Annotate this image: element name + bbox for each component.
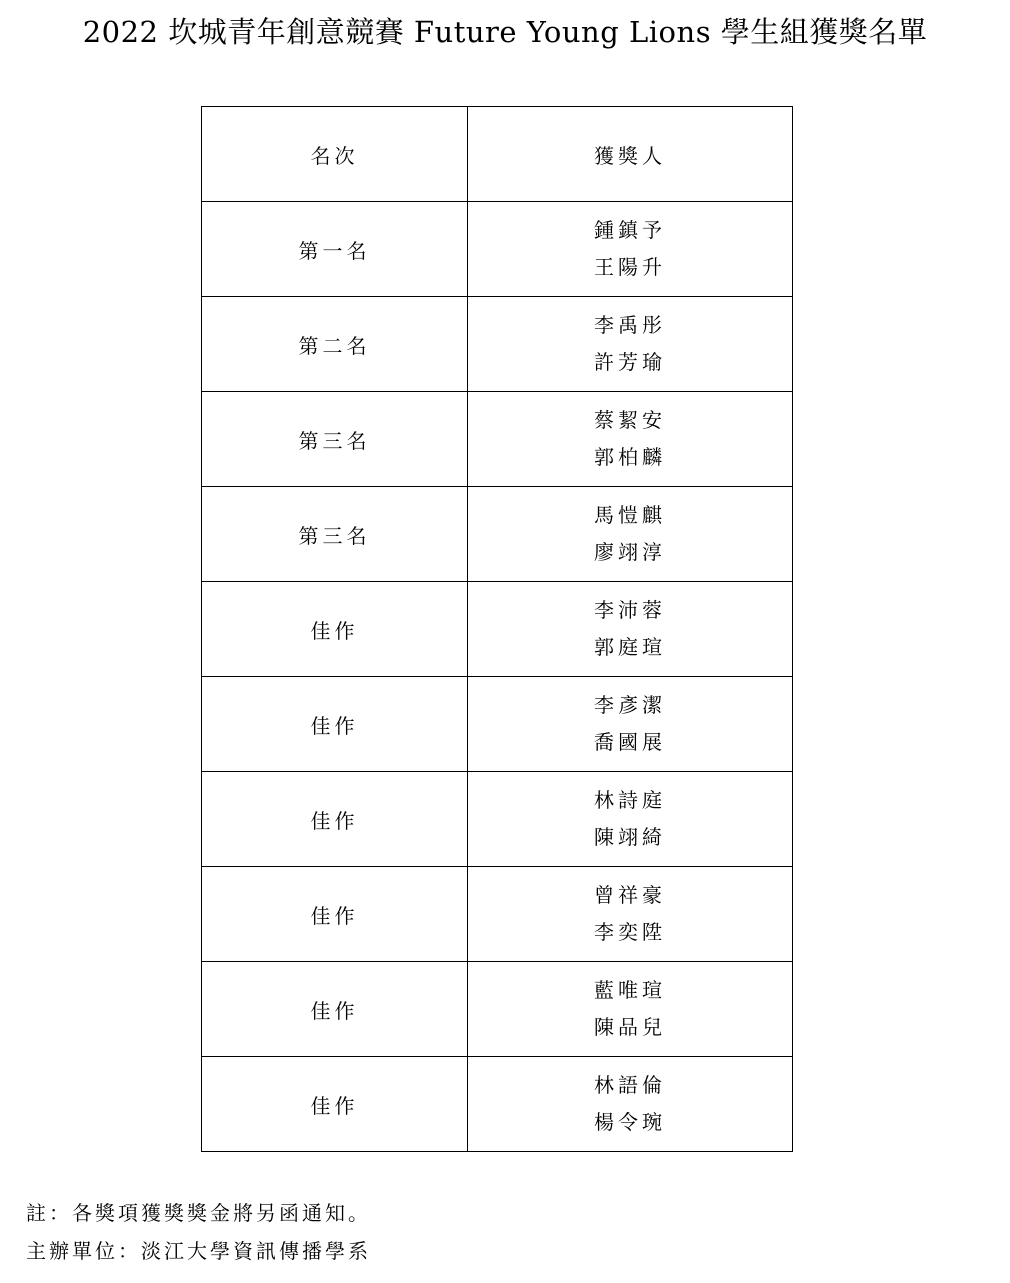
winners-cell <box>468 772 793 867</box>
page-title: 2022 坎城青年創意競賽 Future Young Lions 學生組獲獎名單 <box>82 15 928 49</box>
winner-name: 李彥潔 <box>594 693 666 717</box>
table-row <box>202 487 793 582</box>
winners-cell <box>468 867 793 962</box>
rank-cell: 佳作 <box>202 1057 468 1152</box>
rank-cell: 第二名 <box>202 297 468 392</box>
table-row <box>202 1057 793 1152</box>
winner-name: 李沛蓉 <box>594 598 666 622</box>
winners-cell <box>468 297 793 392</box>
table-row <box>202 962 793 1057</box>
rank-cell: 佳作 <box>202 962 468 1057</box>
winners-cell <box>468 962 793 1057</box>
winner-name: 鍾鎮予 <box>594 218 666 242</box>
winners-cell <box>468 487 793 582</box>
table-row <box>202 677 793 772</box>
winner-name: 李奕陞 <box>594 920 666 944</box>
winners-cell <box>468 202 793 297</box>
awards-table <box>201 106 793 1152</box>
prize-note: 註：各獎項獲獎獎金將另函通知。 <box>26 1201 371 1225</box>
winners-cell <box>468 677 793 772</box>
table-header-row <box>202 107 793 202</box>
winner-name: 許芳瑜 <box>594 350 666 374</box>
table-row <box>202 772 793 867</box>
table-row <box>202 297 793 392</box>
footer-notes <box>26 1194 371 1270</box>
table-row <box>202 867 793 962</box>
winners-cell <box>468 1057 793 1152</box>
rank-cell: 佳作 <box>202 772 468 867</box>
rank-cell: 第三名 <box>202 392 468 487</box>
winner-name: 陳翊綺 <box>594 825 666 849</box>
rank-cell: 第三名 <box>202 487 468 582</box>
rank-cell: 佳作 <box>202 867 468 962</box>
column-header-winners: 獲獎人 <box>468 107 793 202</box>
winner-name: 王陽升 <box>594 255 666 279</box>
rank-cell: 佳作 <box>202 677 468 772</box>
winner-name: 李禹彤 <box>594 313 666 337</box>
column-header-rank: 名次 <box>202 107 468 202</box>
table-row <box>202 582 793 677</box>
winner-name: 廖翊淳 <box>594 540 666 564</box>
winner-name: 喬國展 <box>594 730 666 754</box>
winner-name: 林詩庭 <box>594 788 666 812</box>
table-row <box>202 392 793 487</box>
table-row <box>202 202 793 297</box>
winner-name: 楊令琬 <box>594 1110 666 1134</box>
winner-name: 郭庭瑄 <box>594 635 666 659</box>
winner-name: 陳品兒 <box>594 1015 666 1039</box>
organizer-note: 主辦單位：淡江大學資訊傳播學系 <box>26 1239 371 1263</box>
winner-name: 馬愷麒 <box>594 503 666 527</box>
rank-cell: 佳作 <box>202 582 468 677</box>
winner-name: 藍唯瑄 <box>594 978 666 1002</box>
winner-name: 曾祥豪 <box>594 883 666 907</box>
winner-name: 蔡絜安 <box>594 408 666 432</box>
winner-name: 郭柏麟 <box>594 445 666 469</box>
rank-cell: 第一名 <box>202 202 468 297</box>
winners-cell <box>468 582 793 677</box>
winner-name: 林語倫 <box>594 1073 666 1097</box>
winners-cell <box>468 392 793 487</box>
